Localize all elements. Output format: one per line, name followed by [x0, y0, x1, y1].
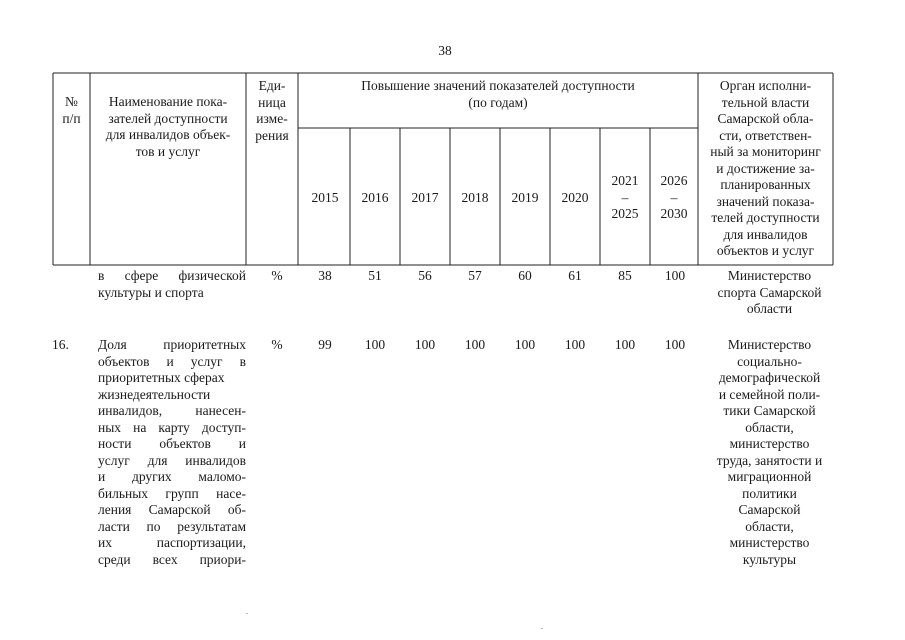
row-16-unit: %	[271, 337, 283, 352]
header-year-2026-2030: 2026 – 2030	[660, 173, 688, 221]
row-16-value-2019: 100	[514, 337, 536, 352]
row-1-value-2026-2030: 100	[664, 268, 686, 283]
scan-speck	[541, 628, 543, 629]
header-indicator-name-column: Наименование пока- зателей доступности для инвалидов объек- тов и услуг	[105, 94, 231, 159]
row-1-value-2020: 61	[568, 268, 582, 283]
row-16-value-2017: 100	[414, 337, 436, 352]
header-year-2021-2025: 2021 – 2025	[611, 173, 639, 221]
row-1-responsible-authority: Министерство спорта Самарской области	[717, 268, 822, 316]
header-year-2017: 2017	[411, 190, 439, 205]
row-1-value-2021-2025: 85	[618, 268, 632, 283]
row-1-unit: %	[271, 268, 283, 283]
row-1-value-2018: 57	[468, 268, 482, 283]
row-1-indicator-name: в сфере физической культуры и спорта	[98, 268, 246, 300]
row-16-value-2016: 100	[364, 337, 386, 352]
row-16-responsible-authority: Министерство социально- демографической и семейной поли- тики Самарской области, министерство труда, занятости и миграционной политики Самарской области, министерство культуры	[716, 337, 823, 567]
scan-speck	[246, 613, 248, 614]
header-year-2020: 2020	[561, 190, 589, 205]
row-1-value-2017: 56	[418, 268, 432, 283]
row-16-value-2021-2025: 100	[614, 337, 636, 352]
header-increase-by-years: Повышение значений показателей доступности (по годам)	[361, 78, 635, 110]
header-unit-column: Еди- ница изме- рения	[255, 78, 289, 143]
header-year-2018: 2018	[461, 190, 489, 205]
header-year-2016: 2016	[361, 190, 389, 205]
row-1-value-2015: 38	[318, 268, 332, 283]
page-number: 38	[438, 43, 452, 58]
header-responsible-authority-column: Орган исполни- тельной власти Самарской обла- сти, ответствен- ный за мониторинг и достижение за- планированных значений показа- телей доступности для инвалидов объектов и услуг	[710, 78, 821, 258]
header-number-column: № п/п	[62, 94, 81, 126]
row-16-value-2020: 100	[564, 337, 586, 352]
header-year-2019: 2019	[511, 190, 539, 205]
header-year-2015: 2015	[311, 190, 339, 205]
row-16-number: 16.	[52, 337, 69, 352]
row-16-indicator-name: Доля приоритетных объектов и услуг в приоритетных сферах жизнедеятельности инвалидов, нанесен- ных на карту доступ- ности объектов и услуг для инвалидов и других маломо- бильных групп насе- ления Самарской об- ласти по результатам их паспортизации, среди всех приори-	[98, 337, 246, 567]
row-16-value-2015: 99	[318, 337, 332, 352]
row-16-value-2026-2030: 100	[664, 337, 686, 352]
row-16-value-2018: 100	[464, 337, 486, 352]
row-1-value-2016: 51	[368, 268, 382, 283]
row-1-value-2019: 60	[518, 268, 532, 283]
